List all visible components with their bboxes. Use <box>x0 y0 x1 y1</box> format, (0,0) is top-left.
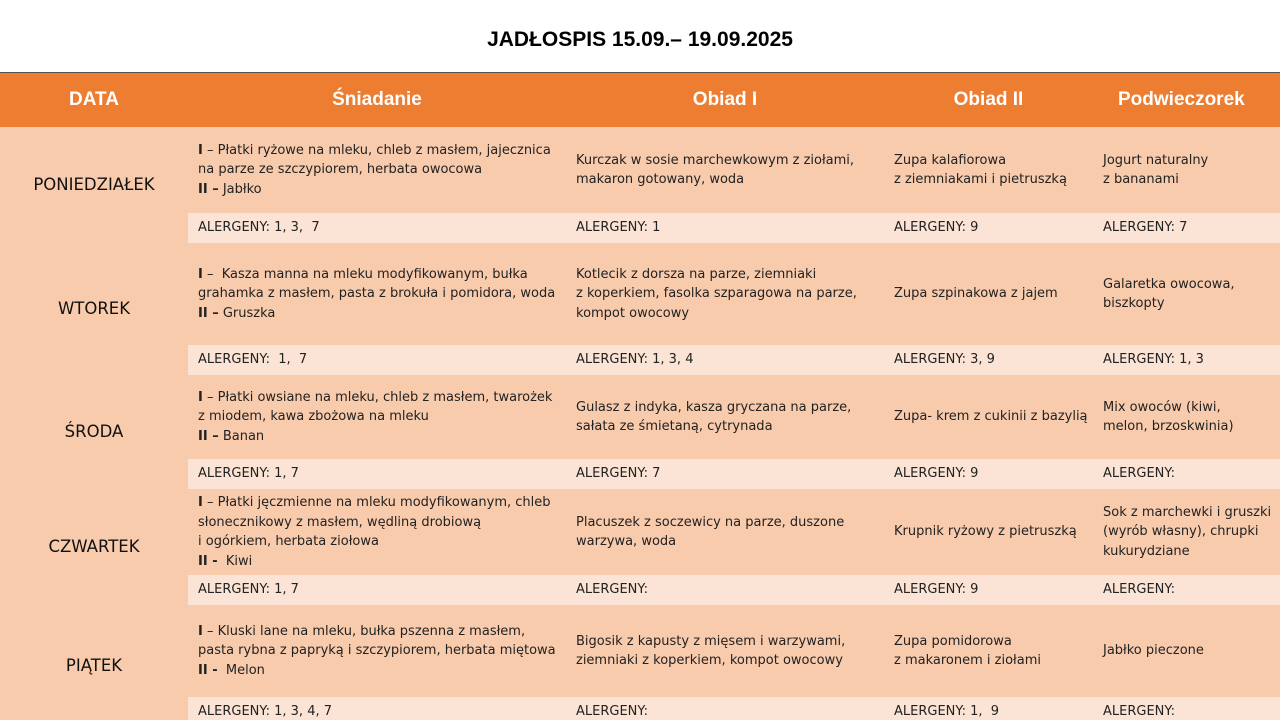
allergen-cell <box>188 213 566 243</box>
allergen-text: ALERGENY: <box>1103 582 1175 598</box>
snack-line: (wyrób własny), chrupki <box>1103 524 1259 540</box>
course-marker: II - <box>198 553 218 569</box>
lunch1-line: makaron gotowany, woda <box>576 172 745 187</box>
lunch1-line: warzywa, woda <box>576 534 677 549</box>
breakfast-text: – Płatki ryżowe na mleku, chleb z masłem, jajecznica <box>202 142 551 158</box>
breakfast-line <box>198 552 560 572</box>
breakfast-line <box>198 661 560 681</box>
snack-cell <box>1093 127 1280 213</box>
breakfast-text: Melon <box>217 662 265 678</box>
course-marker: II – <box>198 181 219 197</box>
meal-row <box>0 489 1280 575</box>
breakfast-line <box>198 532 560 552</box>
allergen-cell <box>188 345 566 375</box>
lunch2-line: Krupnik ryżowy z pietruszką <box>894 524 1077 540</box>
lunch1-line: Placuszek z soczewicy na parze, duszone <box>576 514 845 530</box>
lunch1-line: Kurczak w sosie marchewkowym z ziołami, <box>576 152 855 168</box>
day-name: PIĄTEK <box>0 605 188 720</box>
lunch2-line: Zupa- krem z cukinii z bazylią <box>894 409 1088 425</box>
breakfast-text: słonecznikowy z masłem, wędliną drobiową <box>198 514 482 530</box>
allergen-cell <box>1093 459 1280 489</box>
snack-line: Sok z marchewki i gruszki <box>1103 504 1272 520</box>
course-marker: I <box>198 389 203 405</box>
breakfast-text: – Kasza manna na mleku modyfikowanym, bułka <box>202 266 528 282</box>
allergen-cell <box>1093 213 1280 243</box>
allergen-text: ALERGENY: 1, 9 <box>894 704 1000 720</box>
breakfast-line <box>198 427 560 447</box>
snack-line: melon, brzoskwinia) <box>1103 419 1234 434</box>
breakfast-line <box>198 180 560 200</box>
header-snack: Podwieczorek <box>1093 73 1280 128</box>
course-marker: II – <box>198 305 219 321</box>
lunch1-cell <box>566 243 884 345</box>
breakfast-text: Kiwi <box>217 553 253 569</box>
snack-line: Galaretka owocowa, <box>1103 276 1235 292</box>
allergen-cell <box>188 697 566 720</box>
breakfast-cell <box>188 243 566 345</box>
allergen-text: ALERGENY: 1, 7 <box>198 582 299 598</box>
allergen-cell <box>566 575 884 605</box>
allergen-text: ALERGENY: 1, 3 <box>1103 352 1204 368</box>
lunch1-line: sałata ze śmietaną, cytrynada <box>576 419 773 434</box>
day-name: ŚRODA <box>0 375 188 489</box>
snack-line: kukurydziane <box>1103 543 1190 559</box>
header-lunch-2: Obiad II <box>884 73 1093 128</box>
breakfast-line <box>198 622 560 642</box>
lunch1-cell <box>566 605 884 697</box>
allergen-cell <box>1093 345 1280 375</box>
breakfast-cell <box>188 605 566 697</box>
breakfast-line <box>198 641 560 661</box>
lunch2-line: z makaronem i ziołami <box>894 653 1041 668</box>
snack-line: Jabłko pieczone <box>1103 643 1204 659</box>
lunch1-line: Gulasz z indyka, kasza gryczana na parze, <box>576 399 852 415</box>
breakfast-text: i ogórkiem, herbata ziołowa <box>198 534 379 549</box>
snack-cell <box>1093 375 1280 459</box>
lunch2-line: z ziemniakami i pietruszką <box>894 172 1067 187</box>
allergen-text: ALERGENY: 1, 3, 4 <box>576 352 694 368</box>
lunch2-cell <box>884 489 1093 575</box>
meal-row <box>0 127 1280 213</box>
breakfast-text: z miodem, kawa zbożowa na mleku <box>198 409 429 425</box>
allergen-text: ALERGENY: 1, 7 <box>198 466 299 482</box>
breakfast-line <box>198 304 560 324</box>
allergen-row <box>0 213 1280 243</box>
course-marker: I <box>198 623 203 639</box>
lunch1-line: kompot owocowy <box>576 305 690 321</box>
lunch2-line: Zupa szpinakowa z jajem <box>894 286 1058 302</box>
allergen-cell <box>566 697 884 720</box>
allergen-cell <box>884 459 1093 489</box>
lunch2-cell <box>884 375 1093 459</box>
lunch2-cell <box>884 243 1093 345</box>
breakfast-cell <box>188 489 566 575</box>
day-name: WTOREK <box>0 243 188 375</box>
allergen-cell <box>884 697 1093 720</box>
breakfast-text: – Płatki jęczmienne na mleku modyfikowanym, chleb <box>202 495 551 510</box>
allergen-text: ALERGENY: <box>1103 704 1175 720</box>
lunch2-cell <box>884 605 1093 697</box>
allergen-cell <box>884 575 1093 605</box>
allergen-text: ALERGENY: <box>576 704 648 720</box>
course-marker: II – <box>198 428 219 444</box>
breakfast-text: Gruszka <box>218 305 276 321</box>
allergen-cell <box>188 459 566 489</box>
snack-cell <box>1093 605 1280 697</box>
snack-line: biszkopty <box>1103 296 1165 311</box>
header-breakfast: Śniadanie <box>188 73 566 128</box>
allergen-text: ALERGENY: 1 <box>576 220 661 236</box>
allergen-text: ALERGENY: 1, 7 <box>198 352 308 368</box>
breakfast-line <box>198 493 560 513</box>
allergen-cell <box>884 213 1093 243</box>
allergen-cell <box>884 345 1093 375</box>
course-marker: I <box>198 495 203 510</box>
course-marker: II - <box>198 662 218 678</box>
lunch1-cell <box>566 127 884 213</box>
allergen-cell <box>566 345 884 375</box>
allergen-text: ALERGENY: 7 <box>576 466 661 482</box>
allergen-text: ALERGENY: 3, 9 <box>894 352 995 368</box>
allergen-text: ALERGENY: <box>576 582 648 598</box>
snack-cell <box>1093 489 1280 575</box>
allergen-cell <box>566 459 884 489</box>
breakfast-cell <box>188 127 566 213</box>
header-data: DATA <box>0 73 188 128</box>
snack-line: Mix owoców (kiwi, <box>1103 399 1221 415</box>
snack-line: Jogurt naturalny <box>1103 152 1209 168</box>
allergen-row <box>0 459 1280 489</box>
allergen-cell <box>566 213 884 243</box>
allergen-text: ALERGENY: 1, 3, 7 <box>198 220 320 236</box>
day-name: PONIEDZIAŁEK <box>0 127 188 243</box>
lunch1-line: Bigosik z kapusty z mięsem i warzywami, <box>576 633 846 649</box>
page-title: JADŁOSPIS 15.09.– 19.09.2025 <box>487 28 793 51</box>
breakfast-cell <box>188 375 566 459</box>
breakfast-line <box>198 265 560 285</box>
allergen-cell <box>188 575 566 605</box>
allergen-row <box>0 575 1280 605</box>
menu-body <box>0 127 1280 720</box>
menu-table <box>0 72 1280 720</box>
allergen-text: ALERGENY: 1, 3, 4, 7 <box>198 704 332 720</box>
breakfast-text: grahamka z masłem, pasta z brokuła i pomidora, woda <box>198 286 556 302</box>
meal-row <box>0 605 1280 697</box>
lunch2-line: Zupa kalafiorowa <box>894 152 1007 168</box>
header-row <box>0 73 1280 128</box>
allergen-text: ALERGENY: 9 <box>894 582 979 598</box>
lunch2-cell <box>884 127 1093 213</box>
day-name: CZWARTEK <box>0 489 188 605</box>
lunch1-line: Kotlecik z dorsza na parze, ziemniaki <box>576 266 817 282</box>
course-marker: I <box>198 142 203 158</box>
allergen-text: ALERGENY: 9 <box>894 220 979 236</box>
allergen-cell <box>1093 575 1280 605</box>
allergen-text: ALERGENY: 9 <box>894 466 979 482</box>
breakfast-text: Jabłko <box>218 181 262 197</box>
breakfast-line <box>198 407 560 427</box>
allergen-text: ALERGENY: 7 <box>1103 220 1188 236</box>
breakfast-text: – Kluski lane na mleku, bułka pszenna z masłem, <box>202 623 526 639</box>
allergen-row <box>0 697 1280 720</box>
snack-line: z bananami <box>1103 172 1179 187</box>
breakfast-text: pasta rybna z papryką i szczypiorem, herbata miętowa <box>198 643 556 659</box>
lunch1-cell <box>566 489 884 575</box>
lunch1-cell <box>566 375 884 459</box>
breakfast-text: na parze ze szczypiorem, herbata owocowa <box>198 162 483 178</box>
breakfast-line <box>198 160 560 180</box>
meal-row <box>0 375 1280 459</box>
breakfast-line <box>198 141 560 161</box>
breakfast-line <box>198 284 560 304</box>
breakfast-line <box>198 513 560 533</box>
allergen-text: ALERGENY: <box>1103 466 1175 482</box>
lunch1-line: z koperkiem, fasolka szparagowa na parze, <box>576 286 857 302</box>
breakfast-text: Banan <box>218 428 265 444</box>
allergen-cell <box>1093 697 1280 720</box>
allergen-row <box>0 345 1280 375</box>
header-lunch-1: Obiad I <box>566 73 884 128</box>
breakfast-line <box>198 388 560 408</box>
lunch2-line: Zupa pomidorowa <box>894 633 1012 649</box>
breakfast-text: – Płatki owsiane na mleku, chleb z masłem, twarożek <box>202 389 553 405</box>
snack-cell <box>1093 243 1280 345</box>
meal-row <box>0 243 1280 345</box>
lunch1-line: ziemniaki z koperkiem, kompot owocowy <box>576 653 843 668</box>
course-marker: I <box>198 266 203 282</box>
